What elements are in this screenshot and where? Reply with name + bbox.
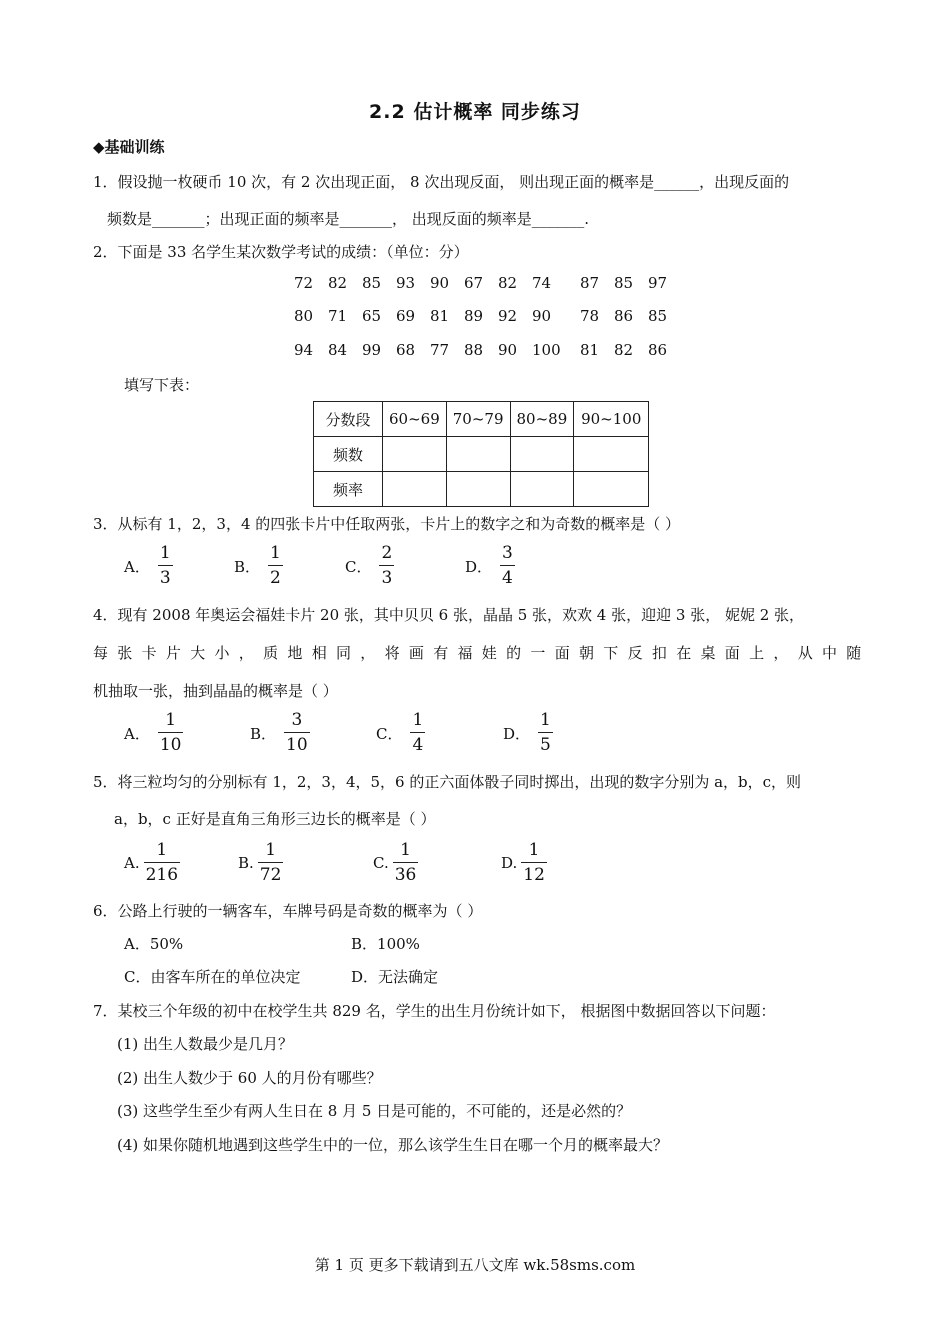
option-b[interactable]: [234, 545, 283, 587]
option-b[interactable]: B．100%: [351, 935, 420, 953]
score: 94: [294, 341, 314, 359]
fraction: [379, 545, 394, 587]
table-row: [314, 437, 649, 472]
fraction: [410, 712, 425, 754]
table-header-cell: 90~100: [574, 402, 649, 437]
denominator: 10: [284, 732, 310, 754]
score: 82: [614, 341, 634, 359]
numerator: 1: [540, 710, 551, 730]
denominator: 4: [500, 565, 515, 587]
denominator: 72: [258, 862, 284, 884]
question-4-line-2: 每张卡片大小，质地相同，将画有福娃的一面朝下反扣在桌面上，从中随: [93, 644, 871, 662]
sub-question-4: (4) 如果你随机地遇到这些学生中的一位，那么该学生生日在哪一个月的概率最大？: [117, 1136, 669, 1154]
score: 90: [532, 307, 552, 325]
row-label: 频数: [314, 437, 383, 472]
table-header-cell: 80~89: [510, 402, 574, 437]
sub-question-2: (2) 出生人数少于 60 人的月份有哪些？: [117, 1069, 382, 1087]
option-c[interactable]: [345, 545, 394, 587]
answer-cell[interactable]: [383, 472, 447, 507]
numerator: 3: [502, 543, 513, 563]
row-label: 频率: [314, 472, 383, 507]
option-a[interactable]: [124, 545, 173, 587]
question-3-stem: 3．从标有 1，2，3，4 的四张卡片中任取两张，卡片上的数字之和为奇数的概率是（ ）: [93, 515, 681, 533]
question-1-line-2: 频数是_______；出现正面的频率是_______， 出现反面的频率是_______.: [107, 210, 590, 228]
score: 84: [328, 341, 348, 359]
numerator: 1: [165, 710, 177, 730]
denominator: 2: [268, 565, 283, 587]
score: 86: [648, 341, 668, 359]
score: 89: [464, 307, 484, 325]
fraction: [268, 545, 283, 587]
score: 87: [580, 274, 600, 292]
answer-cell[interactable]: [446, 472, 510, 507]
answer-cell[interactable]: [574, 472, 649, 507]
page-title: 2.2 估计概率 同步练习: [369, 101, 581, 123]
scores-row-2: [294, 307, 682, 325]
option-a[interactable]: A．50%: [124, 935, 184, 953]
score: 80: [294, 307, 314, 325]
question-6-stem: 6．公路上行驶的一辆客车，车牌号码是奇数的概率为（ ）: [93, 902, 483, 920]
question-2-stem: 2．下面是 33 名学生某次数学考试的成绩：（单位：分）: [93, 243, 469, 261]
score: 85: [648, 307, 668, 325]
score: 82: [498, 274, 518, 292]
fraction: [258, 842, 284, 884]
option-c[interactable]: [373, 842, 418, 884]
numerator: 1: [159, 543, 171, 563]
sub-question-3: (3) 这些学生至少有两人生日在 8 月 5 日是可能的，不可能的，还是必然的？: [117, 1102, 632, 1120]
option-label: C.: [373, 854, 389, 872]
page-footer: 第 1 页 更多下载请到五八文库 wk.58sms.com: [314, 1256, 636, 1274]
score: 90: [498, 341, 518, 359]
score: 81: [430, 307, 450, 325]
option-a[interactable]: [124, 712, 183, 754]
fraction: [284, 712, 310, 754]
numerator: 3: [291, 710, 303, 730]
fraction: [144, 842, 180, 884]
question-4-line-1: 4．现有 2008 年奥运会福娃卡片 20 张，其中贝贝 6 张，晶晶 5 张，欢欢 4 张，迎迎 3 张， 妮妮 2 张，: [93, 606, 805, 624]
denominator: 3: [379, 565, 394, 587]
answer-cell[interactable]: [510, 437, 574, 472]
table-row: [314, 472, 649, 507]
frequency-table: [313, 401, 649, 507]
fraction: [538, 712, 553, 754]
score: 67: [464, 274, 484, 292]
fraction: [158, 545, 173, 587]
score: 65: [362, 307, 382, 325]
table-instruction: 填写下表：: [124, 376, 200, 394]
option-d[interactable]: [501, 842, 547, 884]
option-d[interactable]: [465, 545, 515, 587]
table-header-cell: 60~69: [383, 402, 447, 437]
answer-cell[interactable]: [446, 437, 510, 472]
denominator: 36: [393, 862, 419, 884]
answer-cell[interactable]: [383, 437, 447, 472]
scores-row-1: [294, 274, 682, 292]
question-5-line-1: 5．将三粒均匀的分别标有 1，2，3，4，5，6 的正六面体骰子同时掷出，出现的数字分别为 a，b，c，则: [93, 773, 802, 791]
option-label: D．: [503, 724, 531, 743]
option-label: C．: [376, 724, 403, 743]
table-header-cell: 分数段: [314, 402, 383, 437]
fraction: [500, 545, 515, 587]
score: 90: [430, 274, 450, 292]
numerator: 1: [156, 840, 168, 860]
option-label: A.: [124, 854, 140, 872]
score: 100: [532, 341, 561, 359]
option-label: B．: [250, 724, 277, 743]
option-label: B.: [238, 854, 254, 872]
answer-cell[interactable]: [510, 472, 574, 507]
option-b[interactable]: [238, 842, 283, 884]
score: 92: [498, 307, 518, 325]
score: 82: [328, 274, 348, 292]
score: 81: [580, 341, 600, 359]
numerator: 1: [528, 840, 540, 860]
denominator: 5: [538, 732, 553, 754]
score: 74: [532, 274, 552, 292]
numerator: 1: [270, 543, 281, 563]
fraction: [393, 842, 419, 884]
question-5-line-2: a，b，c 正好是直角三角形三边长的概率是（ ）: [114, 810, 436, 828]
fraction: [158, 712, 184, 754]
option-label: D.: [501, 854, 518, 872]
score: 88: [464, 341, 484, 359]
denominator: 216: [144, 862, 180, 884]
sub-question-1: (1) 出生人数最少是几月？: [117, 1035, 294, 1053]
score: 78: [580, 307, 600, 325]
option-label: D．: [465, 557, 493, 576]
table-header-cell: 70~79: [446, 402, 510, 437]
option-d[interactable]: [503, 712, 553, 754]
score: 86: [614, 307, 634, 325]
score: 97: [648, 274, 668, 292]
section-heading: ◆基础训练: [93, 138, 165, 156]
option-label: B．: [234, 557, 261, 576]
score: 71: [328, 307, 348, 325]
option-d[interactable]: D．无法确定: [351, 968, 439, 986]
question-1-line-1: 1．假设抛一枚硬币 10 次，有 2 次出现正面， 8 次出现反面， 则出现正面的概率是______，出现反面的: [93, 173, 790, 191]
denominator: 4: [410, 732, 425, 754]
fraction: [521, 842, 547, 884]
option-a[interactable]: [124, 842, 180, 884]
denominator: 12: [521, 862, 547, 884]
numerator: 1: [265, 840, 277, 860]
answer-cell[interactable]: [574, 437, 649, 472]
score: 72: [294, 274, 314, 292]
question-4-line-3: 机抽取一张，抽到晶晶的概率是（ ）: [93, 682, 338, 700]
option-label: C．: [345, 557, 372, 576]
score: 77: [430, 341, 450, 359]
numerator: 2: [381, 543, 393, 563]
table-row: [314, 402, 649, 437]
denominator: 10: [158, 732, 184, 754]
option-c[interactable]: [376, 712, 425, 754]
score: 68: [396, 341, 416, 359]
option-label: A．: [124, 557, 150, 576]
score: 85: [362, 274, 382, 292]
option-c[interactable]: C．由客车所在的单位决定: [124, 968, 301, 986]
numerator: 1: [412, 710, 424, 730]
numerator: 1: [400, 840, 411, 860]
denominator: 3: [158, 565, 173, 587]
question-7-stem: 7．某校三个年级的初中在校学生共 829 名，学生的出生月份统计如下， 根据图中数据回答以下问题：: [93, 1002, 776, 1020]
option-label: A．: [124, 724, 150, 743]
option-b[interactable]: [250, 712, 310, 754]
scores-row-3: [294, 341, 682, 359]
score: 85: [614, 274, 634, 292]
score: 93: [396, 274, 416, 292]
score: 99: [362, 341, 382, 359]
score: 69: [396, 307, 416, 325]
